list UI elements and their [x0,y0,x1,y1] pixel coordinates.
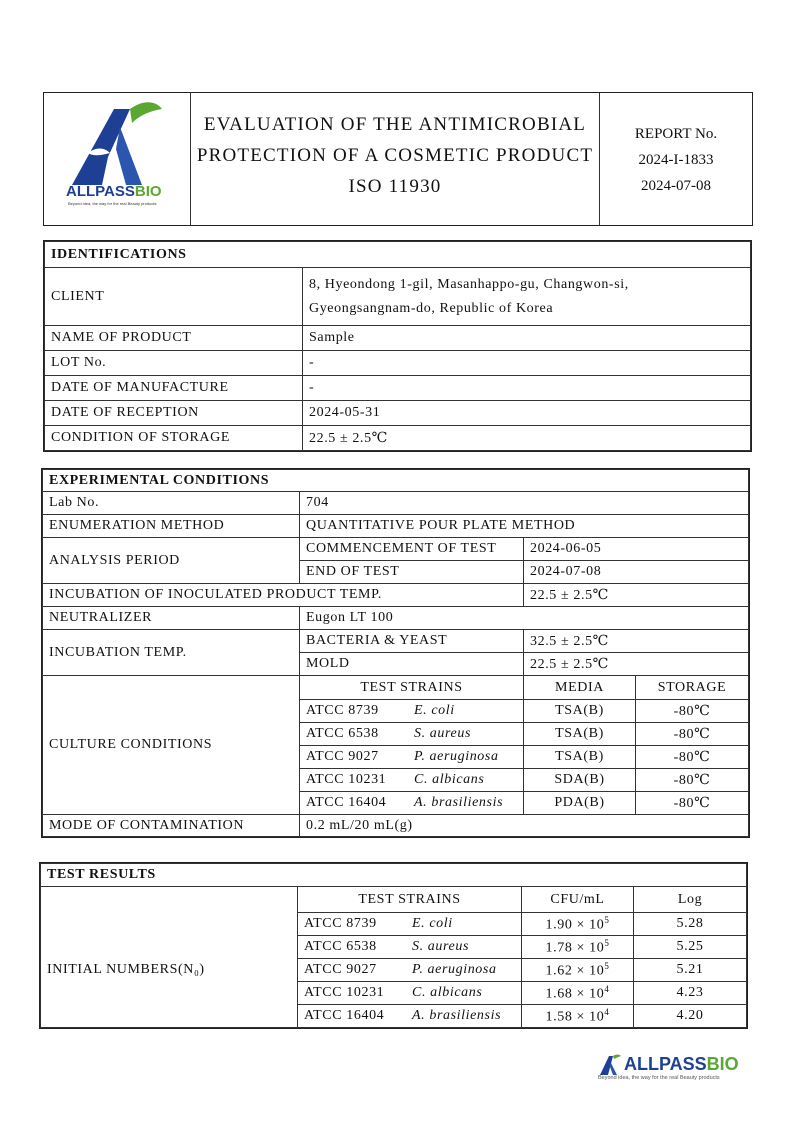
report-info [600,93,752,225]
media-header: MEDIA [524,676,636,700]
neutralizer-label: NEUTRALIZER [43,607,300,630]
manufacture-date-value: - [303,376,751,401]
logo-block [44,93,191,225]
manufacture-date-label: DATE OF MANUFACTURE [45,376,303,401]
cfu-header: CFU/mL [522,887,634,913]
neutralizer-value: Eugon LT 100 [300,607,749,630]
result-row: ATCC 9027 P. aeruginosa $1.62 \times 10^5$ 5.21 [41,959,747,982]
allpassbio-logo-icon [44,97,190,197]
client-label: CLIENT [45,268,303,326]
client-value: 8, Hyeondong 1-gil, Masanhappo-gu, Changwon-si, Gyeongsangnam-do, Republic of Korea [303,268,751,326]
report-header [43,92,753,226]
contamination-value: 0.2 mL/20 mL(g) [300,815,749,837]
analysis-period-label: ANALYSIS PERIOD [43,538,300,584]
test-results-section [39,862,748,1029]
result-row: ATCC 6538 S. aureus $1.78 \times 10^5$ 5.25 [41,936,747,959]
initial-numbers-label: INITIAL NUMBERS(N₀) [41,913,298,1028]
result-row: ATCC 16404 A. brasiliensis $1.58 \times 10^4$ 4.20 [41,1005,747,1028]
identifications-title: IDENTIFICATIONS [45,242,751,268]
experimental-title: EXPERIMENTAL CONDITIONS [43,470,749,492]
lot-label: LOT No. [45,351,303,376]
footer-tagline: Beyond idea, the way for the real Beauty products [598,1075,720,1081]
storage-condition-label: CONDITION OF STORAGE [45,426,303,451]
results-blank-cell [41,887,298,913]
lab-label: Lab No. [43,492,300,515]
culture-row: ATCC 6538 S. aureus TSA(B) -80℃ [43,723,749,746]
lot-value: - [303,351,751,376]
mold-label: MOLD [300,653,524,676]
lab-value: 704 [300,492,749,515]
storage-condition-value: 22.5 ± 2.5℃ [303,426,751,451]
culture-row: ATCC 9027 P. aeruginosa TSA(B) -80℃ [43,746,749,769]
mold-value: 22.5 ± 2.5℃ [524,653,749,676]
contamination-label: MODE OF CONTAMINATION [43,815,300,837]
logo-tagline: Beyond idea, the way for the real Beauty products [68,201,157,206]
culture-row: ATCC 10231 C. albicans SDA(B) -80℃ [43,769,749,792]
results-strains-header: TEST STRAINS [298,887,522,913]
incubation-temp-label: INCUBATION TEMP. [43,630,300,676]
culture-row: ATCC 16404 A. brasiliensis PDA(B) -80℃ [43,792,749,815]
title-line-3: ISO 11930 [348,176,442,197]
enumeration-label: ENUMERATION METHOD [43,515,300,538]
culture-row: ATCC 8739 E. coli TSA(B) -80℃ [43,700,749,723]
experimental-section [41,468,750,838]
enumeration-value: QUANTITATIVE POUR PLATE METHOD [300,515,749,538]
identifications-section [43,240,752,452]
report-date: 2024-07-08 [641,178,711,194]
commencement-value: 2024-06-05 [524,538,749,561]
result-row: ATCC 10231 C. albicans $1.68 \times 10^4$ 4.23 [41,982,747,1005]
allpassbio-small-logo-icon [598,1054,624,1076]
bacteria-yeast-label: BACTERIA & YEAST [300,630,524,653]
report-number: 2024-I-1833 [638,152,714,168]
log-header: Log [634,887,747,913]
logo-wordmark: ALLPASSBIO [66,183,162,200]
title-line-2: PROTECTION OF A COSMETIC PRODUCT [196,145,594,166]
incubation-inoculated-value: 22.5 ± 2.5℃ [524,584,749,607]
test-results-title: TEST RESULTS [41,864,747,887]
bacteria-yeast-value: 32.5 ± 2.5℃ [524,630,749,653]
reception-date-label: DATE OF RECEPTION [45,401,303,426]
footer-logo: ALLPASSBIO Beyond idea, the way for the real Beauty products [598,1054,739,1081]
result-row: INITIAL NUMBERS(N₀) ATCC 8739 E. coli $1.90 \times 10^5$ 5.28 [41,913,747,936]
incubation-inoculated-label: INCUBATION OF INOCULATED PRODUCT TEMP. [43,584,524,607]
title-line-1: EVALUATION OF THE ANTIMICROBIAL [203,114,587,135]
report-title [191,93,600,225]
commencement-label: COMMENCEMENT OF TEST [300,538,524,561]
end-test-value: 2024-07-08 [524,561,749,584]
culture-conditions-label: CULTURE CONDITIONS [43,676,300,815]
reception-date-value: 2024-05-31 [303,401,751,426]
culture-strains-header: TEST STRAINS [300,676,524,700]
end-test-label: END OF TEST [300,561,524,584]
product-name-label: NAME OF PRODUCT [45,326,303,351]
report-label: REPORT No. [634,126,718,142]
product-name-value: Sample [303,326,751,351]
storage-header: STORAGE [636,676,749,700]
